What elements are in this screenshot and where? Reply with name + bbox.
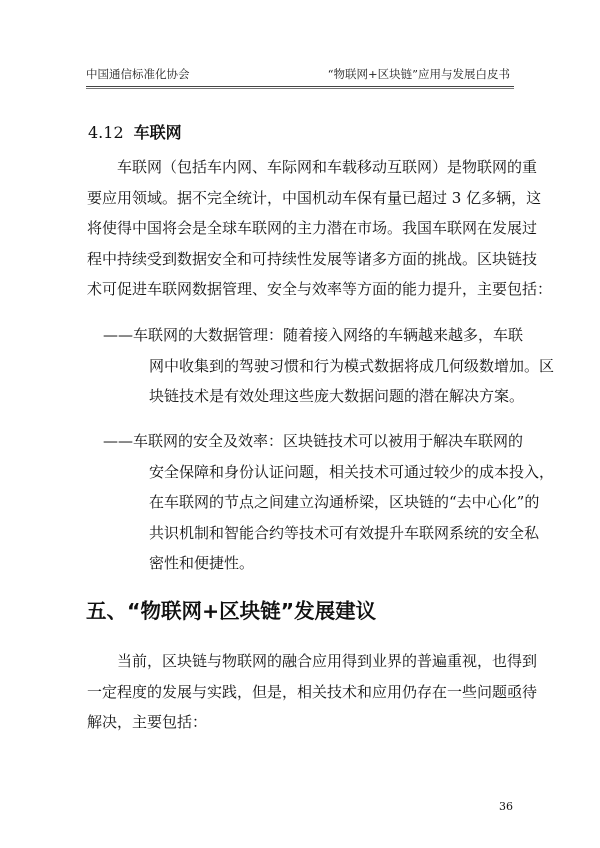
paragraph-line: 一定程度的发展与实践，但是，相关技术和应用仍存在一些问题亟待	[87, 682, 538, 701]
header-rule	[86, 86, 514, 87]
header-rule-thin	[86, 88, 514, 89]
header-organization: 中国通信标准化协会	[86, 67, 190, 81]
header-document-title: “物联网+区块链”应用与发展白皮书	[327, 67, 510, 81]
section-title: 车联网	[133, 123, 182, 142]
paragraph-line: 术可促进车联网数据管理、安全与效率等方面的能力提升，主要包括：	[87, 280, 553, 298]
list-item-line: 网中收集到的驾驶习惯和行为模式数据将成几何级数增加。区	[149, 356, 555, 375]
paragraph-line: 要应用领域。据不完全统计，中国机动车保有量已超过 3 亿多辆，这	[87, 188, 542, 207]
list-item	[103, 426, 555, 579]
page-number: 36	[499, 800, 513, 813]
paragraph-line: 将使得中国将会是全球车联网的主力潜在市场。我国车联网在发展过	[87, 219, 538, 237]
intro-paragraph	[87, 152, 553, 305]
paragraph-line: 解决，主要包括：	[87, 713, 208, 731]
chapter-heading: 五、“物联网+区块链”发展建议	[86, 599, 377, 623]
list-item-line: 块链技术是有效处理这些庞大数据问题的潜在解决方案。	[149, 387, 525, 405]
paragraph-line: 当前，区块链与物联网的融合应用得到业界的普遍重视，也得到	[117, 652, 538, 670]
list-item-line: 共识机制和智能合约等技术可有效提升车联网系统的安全私	[149, 523, 540, 542]
paragraph-line: 程中持续受到数据安全和可持续性发展等诸多方面的挑战。区块链技	[87, 249, 538, 268]
paragraph-line: 车联网（包括车内网、车际网和车载移动互联网）是物联网的重	[117, 158, 538, 176]
list-item	[103, 320, 555, 412]
section-heading	[88, 120, 182, 143]
list-item-line: ——车联网的安全及效率：区块链技术可以被用于解决车联网的	[103, 432, 524, 450]
list-item-line: 安全保障和身份认证问题，相关技术可通过较少的成本投入，	[149, 462, 555, 481]
closing-paragraph	[87, 646, 538, 738]
list-item-line: 在车联网的节点之间建立沟通桥梁，区块链的“去中心化”的	[149, 493, 540, 511]
section-number: 4.12	[88, 123, 124, 142]
list-item-line: 密性和便捷性。	[149, 554, 255, 572]
list-item-line: ——车联网的大数据管理：随着接入网络的车辆越来越多，车联	[103, 326, 524, 344]
